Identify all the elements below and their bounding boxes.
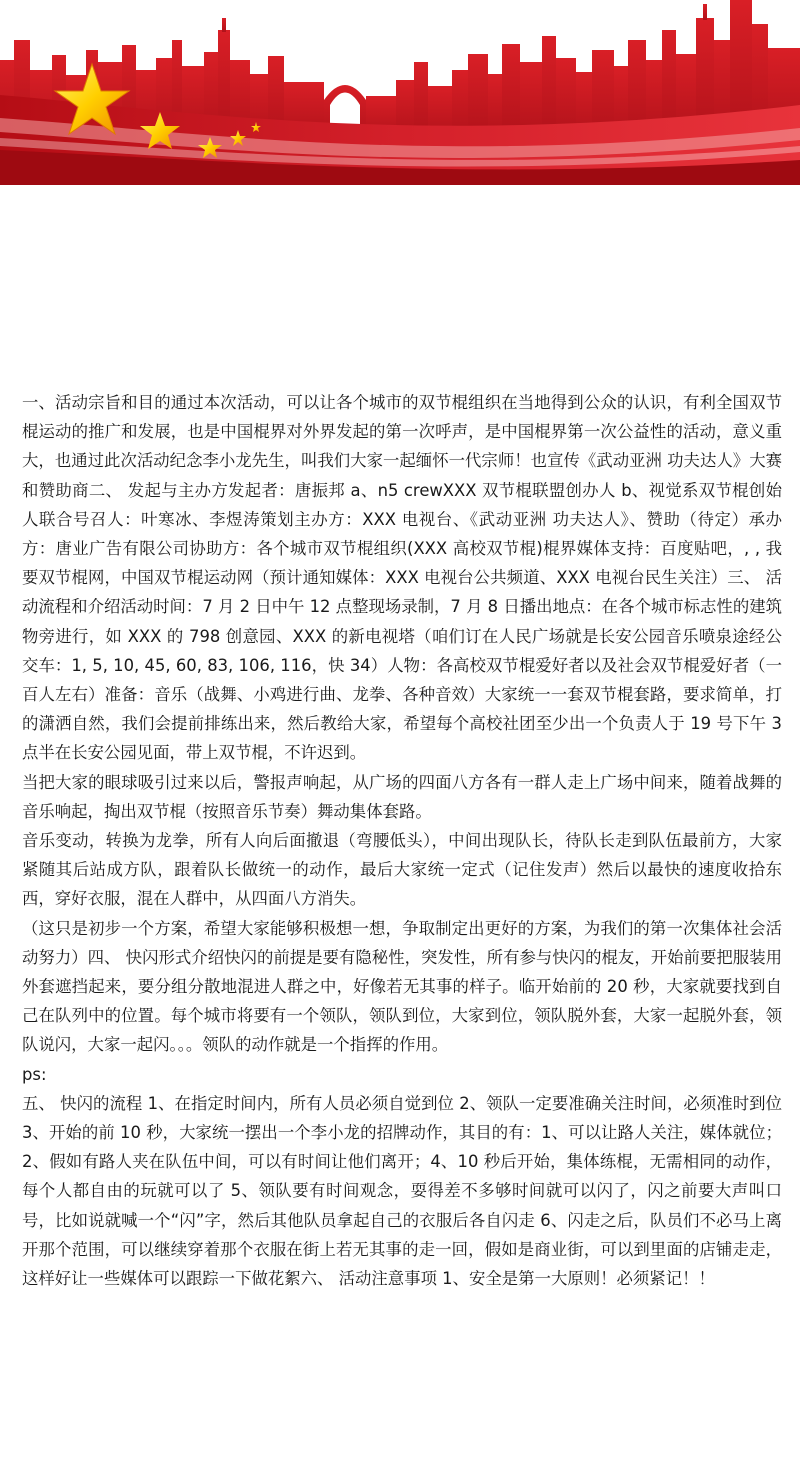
paragraph: （这只是初步一个方案，希望大家能够积极想一想，争取制定出更好的方案，为我们的第一次集体社会活动努力）四、 快闪形式介绍快闪的前提是要有隐秘性，突发性，所有参与快闪的棍友，开始前要把服装用外套遮挡起来，要分组分散地混进人群之中，好像若无其事的样子。临开始前的 20 秒，大家就要找到自己在队列中的位置。每个城市将要有一个领队，领队到位，大家到位，领队脱外套，大家一起脱外套，领队说闪，大家一起闪。。。领队的动作就是一个指挥的作用。 [22,918,782,1055]
paragraph: 音乐变动，转换为龙拳，所有人向后面撤退（弯腰低头），中间出现队长，待队长走到队伍最前方，大家紧随其后站成方队，跟着队长做统一的动作，最后大家统一定式（记住发声）然后以最快的速度收拾东西，穿好衣服，混在人群中，从四面八方消失。 [22,831,782,909]
paragraph: 一、活动宗旨和目的通过本次活动，可以让各个城市的双节棍组织在当地得到公众的认识，有利全国双节棍运动的推广和发展，也是中国棍界对外界发起的第一次呼声，是中国棍界第一次公益性的活动，意义重大，也通过此次活动纪念李小龙先生，叫我们大家一起缅怀一代宗师！也宣传《武动亚洲 功夫达人》大赛和赞助商二、 发起与主办方发起者：唐振邦 a、n5 crewXXX 双节棍联盟创办人 b、视觉系双节棍创始人联合号召人：叶寒冰、李煜涛策划主办方：XXX 电视台、《武动亚洲 功夫达人》、赞助（待定）承办方：唐业广告有限公司协助方：各个城市双节棍组织(XXX 高校双节棍)棍界媒体支持：百度贴吧，, , 我要双节棍网，中国双节棍运动网（预计通知媒体：XXX 电视台公共频道、XXX 电视台民生关注）三、 活动流程和介绍活动时间：7 月 2 日中午 12 点整现场录制，7 月 8 日播出地点：在各个城市标志性的建筑物旁进行，如 XXX 的 798 创意园、XXX 的新电视塔（咱们订在人民广场就是长安公园音乐喷泉途经公交车：1, 5, 10, 45, 60, 83, 106, 116，快 34）人物：各高校双节棍爱好者以及社会双节棍爱好者（一百人左右）准备：音乐（战舞、小鸡进行曲、龙拳、各种音效）大家统一一套双节棍套路，要求简单，打的潇洒自然，我们会提前排练出来，然后教给大家，希望每个高校社团至少出一个负责人于 19 号下午 3 点半在长安公园见面，带上双节棍，不许迟到。 [22,393,782,763]
paragraph: 当把大家的眼球吸引过来以后，警报声响起，从广场的四面八方各有一群人走上广场中间来，随着战舞的音乐响起，掏出双节棍（按照音乐节奏）舞动集体套路。 [22,772,782,821]
banner-graphic [0,0,800,185]
header-banner [0,0,800,185]
document-body [22,388,782,1293]
paragraph: ps: [22,1064,47,1084]
paragraph: 五、 快闪的流程 1、在指定时间内，所有人员必须自觉到位 2、领队一定要准确关注时间，必须准时到位 3、开始的前 10 秒，大家统一摆出一个李小龙的招牌动作，其目的有：1、可以让路人关注，媒体就位；2、假如有路人夹在队伍中间，可以有时间让他们离开；4、10 秒后开始，集体练棍，无需相同的动作，每个人都自由的玩就可以了 5、领队要有时间观念，耍得差不多够时间就可以闪了，闪之前要大声叫口号，比如说就喊一个“闪”字，然后其他队员拿起自己的衣服后各自闪走 6、闪走之后，队员们不必马上离开那个范围，可以继续穿着那个衣服在街上若无其事的走一回，假如是商业街，可以到里面的店铺走走，这样好让一些媒体可以跟踪一下做花絮六、 活动注意事项 1、安全是第一大原则！必须紧记！！ [22,1093,782,1289]
